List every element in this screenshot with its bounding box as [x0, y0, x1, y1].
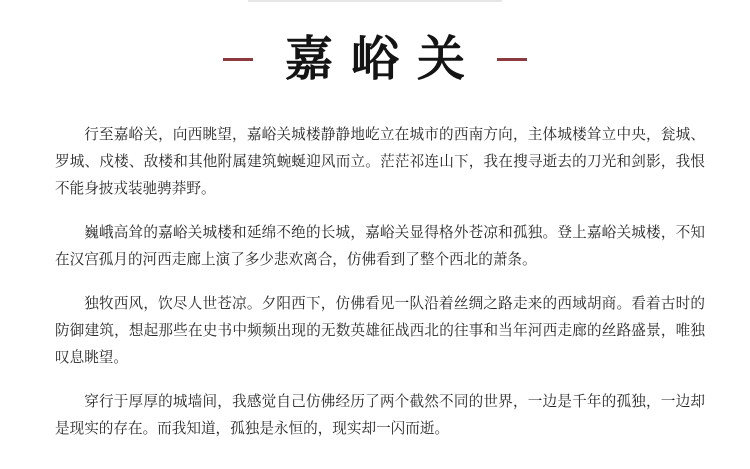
title-right-dash — [497, 58, 527, 61]
paragraph-1: 行至嘉峪关，向西眺望，嘉峪关城楼静静地屹立在城市的西南方向，主体城楼耸立中央，瓮城、罗城、戍楼、敌楼和其他附属建筑蜿蜒迎风而立。茫茫祁连山下，我在搜寻逝去的刀光和剑影，我恨不能身披戎装驰骋莽野。 — [55, 126, 705, 197]
paragraph-2: 巍峨高耸的嘉峪关城楼和延绵不绝的长城，嘉峪关显得格外苍凉和孤独。登上嘉峪关城楼，不知在汉宫孤月的河西走廊上演了多少悲欢离合，仿佛看到了整个西北的萧条。 — [55, 224, 705, 268]
paragraph-4: 穿行于厚厚的城墙间，我感觉自己仿佛经历了两个截然不同的世界，一边是千年的孤独，一边却是现实的存在。而我知道，孤独是永恒的，现实却一闪而逝。 — [55, 393, 705, 437]
title-left-dash — [223, 58, 253, 61]
page-title: 嘉峪关 — [284, 31, 483, 87]
paragraph-3: 独牧西风，饮尽人世苍凉。夕阳西下，仿佛看见一队沿着丝绸之路走来的西域胡商。看着古时的防御建筑，想起那些在史书中频频出现的无数英雄征战西北的往事和当年河西走廊的丝路盛景，唯独叹息眺望。 — [55, 295, 705, 366]
top-divider — [248, 0, 502, 2]
title-row — [0, 24, 750, 94]
article-body — [55, 121, 705, 459]
